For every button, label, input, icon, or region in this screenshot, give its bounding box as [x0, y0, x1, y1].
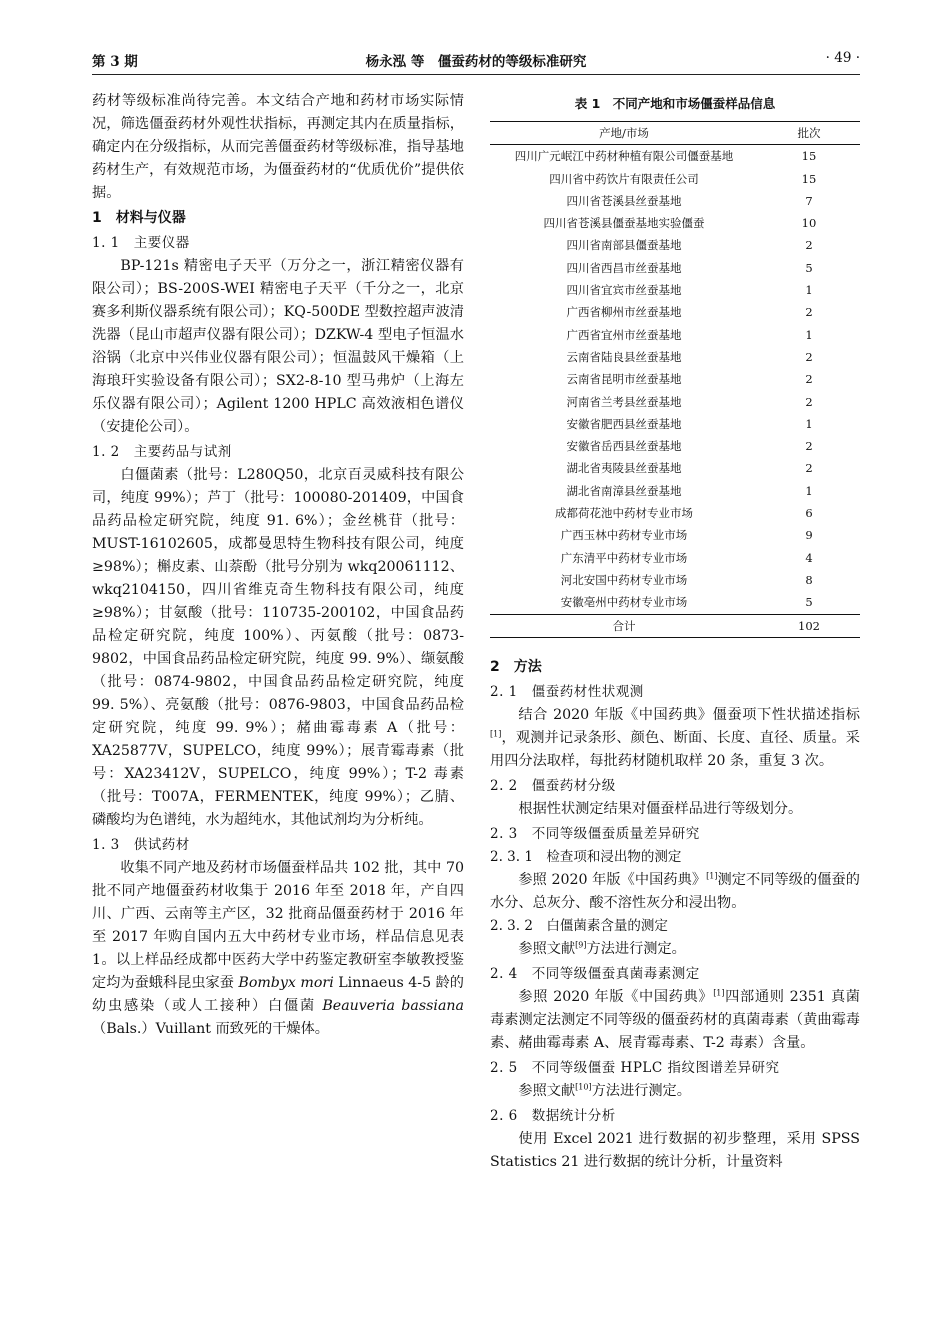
cell-origin: 四川省宜宾市丝蚕基地	[566, 283, 682, 298]
table-row	[490, 346, 860, 368]
section-1-2-heading: 1. 2 主要药品与试剂	[92, 444, 232, 460]
cell-origin: 四川省苍溪县丝蚕基地	[566, 193, 682, 208]
cell-origin: 云南省昆明市丝蚕基地	[566, 372, 682, 387]
instruments-paragraph: BP-121s 精密电子天平（万分之一，浙江精密仪器有限公司）；BS-200S-WEI 精密电子天平（千分之一，北京赛多利斯仪器系统有限公司）；KQ-500DE 型数控超声波清洗器（昆山市超声仪器有限公司）；DZKW-4 型电子恒温水浴锅（北京中兴伟业仪器有限公司）；恒温鼓风干燥箱（上海琅玕实验设备有限公司）；SX2-8-10 型马弗炉（上海左乐仪器有限公司）；Agilent 1200 HPLC 高效液相色谱仪（安捷伦公司）。	[92, 258, 464, 435]
table-row	[490, 457, 860, 479]
right-column	[490, 90, 860, 1174]
cell-batch: 6	[805, 506, 813, 521]
section-2-4-heading: 2. 4 不同等级僵蚕真菌毒素测定	[490, 965, 700, 982]
total-label: 合计	[490, 614, 758, 637]
cell-batch: 2	[805, 305, 813, 320]
citation-9: [9]	[575, 940, 587, 950]
cell-origin: 云南省陆良县丝蚕基地	[566, 349, 682, 364]
cell-batch: 4	[805, 550, 813, 565]
issue-number: 第 3 期	[92, 54, 138, 70]
cell-batch: 5	[805, 595, 813, 610]
table-row	[490, 168, 860, 190]
section-2-heading: 2 方法	[490, 658, 542, 675]
cell-batch: 1	[805, 327, 813, 342]
method-2-1-text-a: 结合 2020 年版《中国药典》僵蚕项下性状描述指标	[518, 706, 860, 723]
page-number: · 49 ·	[825, 50, 860, 66]
section-2-5-heading: 2. 5 不同等级僵蚕 HPLC 指纹图谱差异研究	[490, 1059, 780, 1076]
table-row	[490, 413, 860, 435]
table-row	[490, 234, 860, 256]
samples-paragraph	[92, 857, 464, 1041]
method-2-3-2-text-b: 方法进行测定。	[586, 940, 686, 957]
cell-batch: 15	[801, 149, 817, 164]
intro-paragraph: 药材等级标准尚待完善。本文结合产地和药材市场实际情况，筛选僵蚕药材外观性状指标，再测定其内在质量指标，确定内在分级指标，从而完善僵蚕药材等级标准，指导基地药材生产，有效规范市场，为僵蚕药材的“优质优价”提供依据。	[92, 93, 464, 201]
cell-batch: 1	[805, 283, 813, 298]
method-2-1-text-b: ，观测并记录条形、颜色、断面、长度、直径、质量。采用四分法取样，每批药材随机取样 20 条，重复 3 次。	[490, 729, 860, 769]
table-row	[490, 591, 860, 614]
table-caption: 表 1 不同产地和市场僵蚕样品信息	[574, 96, 776, 111]
samples-text-c: （Bals.）Vuillant 而致死的干燥体。	[92, 1021, 329, 1037]
table-row	[490, 324, 860, 346]
cell-origin: 广西省宜州市丝蚕基地	[566, 327, 682, 342]
cell-origin: 成都荷花池中药材专业市场	[555, 506, 693, 521]
left-column	[92, 90, 464, 1041]
section-2-2-heading: 2. 2 僵蚕药材分级	[490, 777, 616, 794]
cell-batch: 2	[805, 439, 813, 454]
samples-text-a: 收集不同产地及药材市场僵蚕样品共 102 批，其中 70 批不同产地僵蚕药材收集于 2016 年至 2018 年，产自四川、广西、云南等主产区，32 批商品僵蚕药材于 2016 年至 2017 年购自国内五大中药材专业市场，样品信息见表 1。以上样品经成都中医药大学中药鉴定教研室李敏教授鉴定均为蚕蛾科昆虫家蚕	[92, 860, 464, 991]
cell-origin: 四川广元岷江中药材种植有限公司僵蚕基地	[514, 149, 734, 164]
section-2-3-heading: 2. 3 不同等级僵蚕质量差异研究	[490, 825, 700, 842]
latin-name-beauveria: Beauveria bassiana	[322, 998, 465, 1014]
cell-origin: 安徽省肥西县丝蚕基地	[566, 416, 682, 431]
cell-origin: 四川省西昌市丝蚕基地	[566, 260, 682, 275]
cell-batch: 9	[805, 528, 813, 543]
table-row	[490, 435, 860, 457]
table-row	[490, 279, 860, 301]
table-row	[490, 145, 860, 168]
cell-batch: 2	[805, 394, 813, 409]
sample-info-table	[490, 121, 860, 638]
running-header	[92, 48, 860, 75]
cell-batch: 2	[805, 372, 813, 387]
cell-origin: 四川省苍溪县僵蚕基地实验僵蚕	[543, 216, 705, 231]
section-2-3-1-heading: 2. 3. 1 检查项和浸出物的测定	[490, 848, 682, 865]
cell-batch: 7	[805, 193, 813, 208]
method-2-2-paragraph: 根据性状测定结果对僵蚕样品进行等级划分。	[518, 800, 803, 817]
table-row	[490, 547, 860, 569]
method-2-4-paragraph	[490, 986, 860, 1055]
section-1-1-heading: 1. 1 主要仪器	[92, 235, 190, 251]
table-row	[490, 301, 860, 323]
cell-batch: 2	[805, 238, 813, 253]
method-2-5-text-b: 方法进行测定。	[591, 1082, 691, 1099]
cell-batch: 1	[805, 483, 813, 498]
section-1-3-heading: 1. 3 供试药材	[92, 837, 190, 853]
cell-origin: 安徽亳州中药材专业市场	[560, 595, 688, 610]
cell-origin: 四川省南部县僵蚕基地	[566, 238, 682, 253]
cell-origin: 湖北省南漳县丝蚕基地	[566, 483, 682, 498]
method-2-6-paragraph: 使用 Excel 2021 进行数据的初步整理，采用 SPSS Statistics 21 进行数据的统计分析，计量资料	[490, 1130, 860, 1170]
cell-origin: 广西省柳州市丝蚕基地	[566, 305, 682, 320]
method-2-3-2-paragraph	[490, 938, 860, 961]
method-2-5-paragraph	[490, 1080, 860, 1103]
citation-1b: [1]	[706, 871, 718, 881]
method-2-3-1-text-a: 参照 2020 年版《中国药典》	[518, 871, 707, 888]
cell-batch: 1	[805, 416, 813, 431]
header-origin: 产地/市场	[490, 122, 758, 145]
cell-origin: 广东清平中药材专业市场	[560, 550, 688, 565]
total-value: 102	[758, 614, 860, 637]
table-row	[490, 569, 860, 591]
latin-name-bombyx: Bombyx mori	[238, 975, 334, 991]
running-title: 杨永泓 等 僵蚕药材的等级标准研究	[365, 54, 587, 70]
cell-batch: 15	[801, 171, 817, 186]
table-row	[490, 480, 860, 502]
table-row	[490, 391, 860, 413]
cell-batch: 10	[801, 216, 817, 231]
table-row	[490, 212, 860, 234]
method-2-3-1-text-b: 测定不同等级的僵蚕的水分、总灰分、酸不溶性灰分和浸出物。	[490, 871, 860, 911]
citation-10: [10]	[575, 1082, 592, 1092]
cell-batch: 8	[805, 572, 813, 587]
method-2-4-text-b: 四部通则 2351 真菌毒素测定法测定不同等级的僵蚕药材的真菌毒素（黄曲霉毒素、赭曲霉毒素 A、展青霉毒素、T-2 毒素）含量。	[490, 988, 860, 1051]
citation-1: [1]	[490, 729, 502, 739]
method-2-3-2-text-a: 参照文献	[518, 940, 576, 957]
cell-batch: 2	[805, 461, 813, 476]
table-row	[490, 190, 860, 212]
method-2-5-text-a: 参照文献	[518, 1082, 576, 1099]
reagents-paragraph: 白僵菌素（批号：L280Q50，北京百灵威科技有限公司，纯度 99%）；芦丁（批号：100080-201409，中国食品药品检定研究院，纯度 91. 6%）；金丝桃苷（批号：MUST-16102605，成都曼思特生物科技有限公司，纯度≥98%）；槲皮素、山萘酚（批号分别为 wkq20061112、wkq2104150，四川省维克奇生物科技有限公司，纯度≥98%）；甘氨酸（批号：110735-200102，中国食品药品检定研究院，纯度 100%）、丙氨酸（批号：0873-9802，中国食品药品检定研究院，纯度 99. 9%）、缬氨酸（批号：0874-9802，中国食品药品检定研究院，纯度 99. 5%）、亮氨酸（批号：0876-9803，中国食品药品检定研究院，纯度 99. 9%）；赭曲霉毒素 A（批号：XA25877V，SUPELCO，纯度 99%）；展青霉毒素（批号：XA23412V，SUPELCO，纯度 99%）；T-2 毒素（批号：T007A，FERMENTEK，纯度 99%）；乙腈、磷酸均为色谱纯，水为超纯水，其他试剂均为分析纯。	[92, 467, 464, 828]
cell-batch: 2	[805, 349, 813, 364]
table-row	[490, 502, 860, 524]
cell-origin: 河南省兰考县丝蚕基地	[566, 394, 682, 409]
section-2-3-2-heading: 2. 3. 2 白僵菌素含量的测定	[490, 917, 668, 934]
table-header-row	[490, 122, 860, 145]
cell-origin: 湖北省夷陵县丝蚕基地	[566, 461, 682, 476]
table-row	[490, 524, 860, 546]
table-row	[490, 368, 860, 390]
section-2-6-heading: 2. 6 数据统计分析	[490, 1107, 616, 1124]
cell-batch: 5	[805, 260, 813, 275]
header-batch: 批次	[758, 122, 860, 145]
method-2-3-1-paragraph	[490, 869, 860, 915]
cell-origin: 安徽省岳西县丝蚕基地	[566, 439, 682, 454]
method-2-4-text-a: 参照 2020 年版《中国药典》	[518, 988, 714, 1005]
cell-origin: 河北安国中药材专业市场	[560, 572, 688, 587]
cell-origin: 四川省中药饮片有限责任公司	[549, 171, 699, 186]
citation-1c: [1]	[713, 988, 725, 998]
table-total-row	[490, 614, 860, 637]
method-2-1-paragraph	[490, 704, 860, 773]
cell-origin: 广西玉林中药材专业市场	[560, 528, 688, 543]
section-2-1-heading: 2. 1 僵蚕药材性状观测	[490, 683, 644, 700]
table-row	[490, 257, 860, 279]
section-1-heading: 1 材料与仪器	[92, 210, 186, 226]
samples-text-b: Linnaeus 4-5 龄的幼虫感染（或人工接种）白僵菌	[92, 975, 464, 1014]
